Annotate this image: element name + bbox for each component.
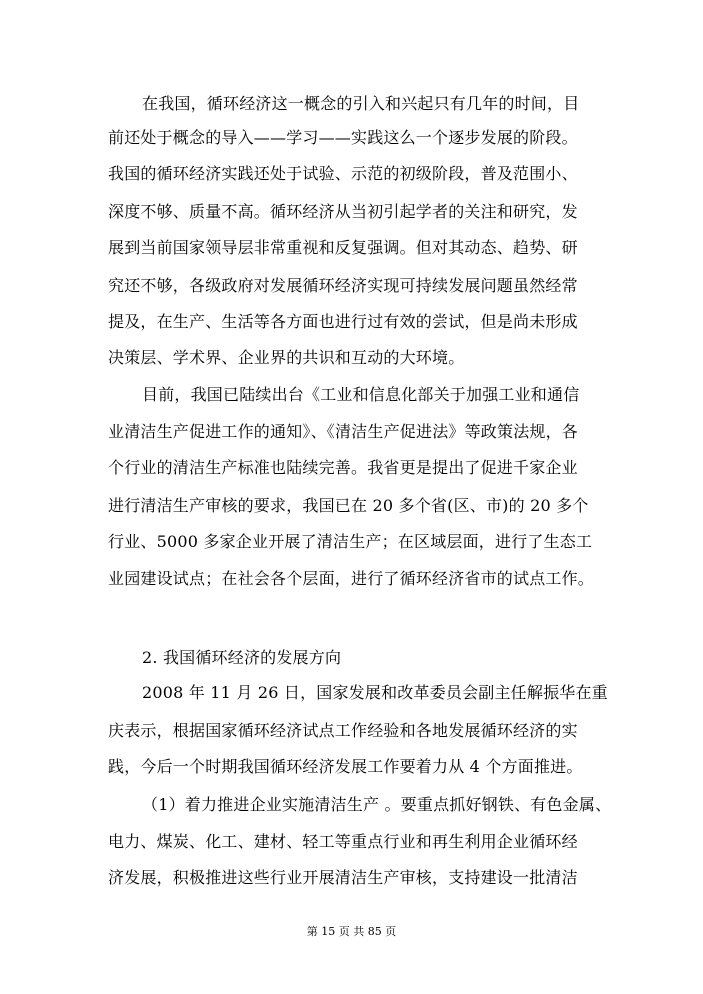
page-number-footer: 第 15 页 共 85 页 xyxy=(306,925,397,938)
paragraph-2-line-1: 目前，我国已陆续出台《工业和信息化部关于加强工业和通信 xyxy=(142,385,580,404)
paragraph-1-line-2: 前还处于概念的导入——学习——实践这么一个逐步发展的阶段。 xyxy=(108,128,578,147)
paragraph-4-line-3: 济发展，积极推进这些行业开展清洁生产审核，支持建设一批清洁 xyxy=(108,868,578,887)
paragraph-3-line-2: 庆表示，根据国家循环经济试点工作经验和各地发展循环经济的实 xyxy=(108,721,578,740)
paragraph-1-line-6: 究还不够，各级政府对发展循环经济实现可持续发展问题虽然经常 xyxy=(108,276,578,295)
paragraph-2-line-4: 进行清洁生产审核的要求，我国已在 20 多个省(区、市)的 20 多个 xyxy=(108,496,589,515)
paragraph-1-line-5: 展到当前国家领导层非常重视和反复强调。但对其动态、趋势、研 xyxy=(108,238,578,257)
paragraph-4-line-2: 电力、煤炭、化工、建材、轻工等重点行业和再生利用企业循环经 xyxy=(108,832,578,851)
paragraph-3-line-3: 践，今后一个时期我国循环经济发展工作要着力从 4 个方面推进。 xyxy=(108,757,583,776)
paragraph-2-line-3: 个行业的清洁生产标准也陆续完善。我省更是提出了促进千家企业 xyxy=(108,458,578,477)
paragraph-1-line-4: 深度不够、质量不高。循环经济从当初引起学者的关注和研究，发 xyxy=(108,202,578,221)
paragraph-3-line-1: 2008 年 11 月 26 日，国家发展和改革委员会副主任解振华在重 xyxy=(142,683,608,702)
paragraph-1-line-3: 我国的循环经济实践还处于试验、示范的初级阶段，普及范围小、 xyxy=(108,164,578,183)
paragraph-1-line-1: 在我国，循环经济这一概念的引入和兴起只有几年的时间，目 xyxy=(142,94,580,113)
paragraph-2-line-5: 行业、5000 多家企业开展了清洁生产；在区域层面，进行了生态工 xyxy=(108,532,593,551)
paragraph-1-line-7: 提及，在生产、生活等各方面也进行过有效的尝试，但是尚未形成 xyxy=(108,312,578,331)
paragraph-1-line-8: 决策层、学术界、企业界的共识和互动的大环境。 xyxy=(108,348,465,367)
paragraph-2-line-2: 业清洁生产促进工作的通知》、《清洁生产促进法》等政策法规，各 xyxy=(108,422,579,441)
paragraph-2-line-6: 业园建设试点；在社会各个层面，进行了循环经济省市的试点工作。 xyxy=(108,569,595,588)
paragraph-4-line-1: （1）着力推进企业实施清洁生产 。要重点抓好钢铁、有色金属、 xyxy=(142,795,612,814)
section-heading: 2. 我国循环经济的发展方向 xyxy=(142,648,342,667)
